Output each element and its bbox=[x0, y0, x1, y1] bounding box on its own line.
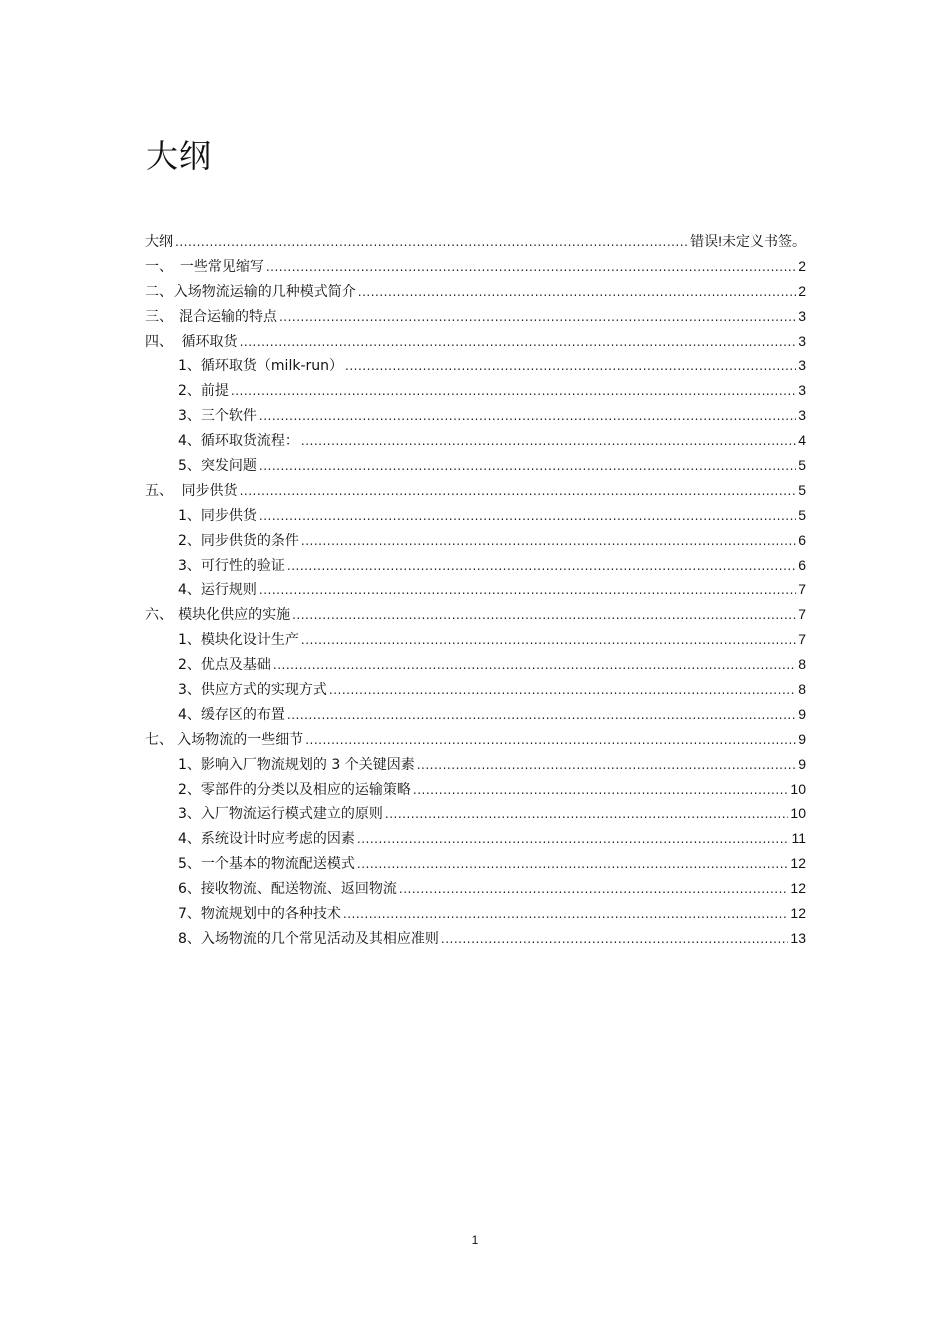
dot-leader bbox=[385, 802, 789, 827]
toc-entry-label: 突发问题 bbox=[200, 458, 257, 475]
dot-leader bbox=[357, 852, 789, 877]
document-title: 大纲 bbox=[146, 137, 213, 175]
dot-leader bbox=[240, 330, 797, 355]
dot-leader bbox=[259, 578, 796, 603]
toc-entry-number: 3、 bbox=[178, 408, 201, 425]
toc-entry[interactable] bbox=[145, 229, 806, 254]
toc-entry[interactable] bbox=[145, 403, 806, 428]
toc-entry[interactable] bbox=[145, 901, 806, 926]
toc-entry-label: 模块化设计生产 bbox=[200, 632, 299, 649]
toc-entry[interactable] bbox=[145, 926, 806, 951]
toc-entry-page: 5 bbox=[798, 457, 806, 474]
toc-entry-label: 同步供货 bbox=[181, 482, 238, 499]
toc-entry-number: 2、 bbox=[178, 781, 201, 798]
dot-leader bbox=[287, 703, 796, 728]
toc-entry-page: 10 bbox=[790, 780, 806, 797]
toc-entry[interactable] bbox=[145, 304, 806, 329]
toc-entry-page: 12 bbox=[790, 905, 806, 922]
toc-entry-page: 2 bbox=[798, 257, 806, 274]
dot-leader bbox=[231, 379, 796, 404]
toc-entry-number: 4、 bbox=[178, 706, 201, 723]
toc-entry-label: 缓存区的布置 bbox=[200, 706, 285, 723]
toc-entry-number: 一、 bbox=[145, 258, 173, 275]
toc-entry[interactable] bbox=[145, 279, 806, 304]
toc-entry[interactable] bbox=[145, 553, 806, 578]
toc-entry-label: 优点及基础 bbox=[200, 657, 271, 674]
toc-entry-number: 3、 bbox=[178, 557, 201, 574]
toc-entry-page: 6 bbox=[798, 531, 806, 548]
toc-entry-page: 4 bbox=[798, 432, 806, 449]
toc-entry[interactable] bbox=[145, 851, 806, 876]
toc-entry-page: 12 bbox=[790, 855, 806, 872]
toc-entry-label: 入场物流的几个常见活动及其相应准则 bbox=[200, 930, 439, 947]
dot-leader bbox=[358, 280, 796, 305]
toc-entry-label: 入厂物流运行模式建立的原则 bbox=[200, 806, 383, 823]
toc-entry[interactable] bbox=[145, 777, 806, 802]
toc-entry-page: 9 bbox=[798, 730, 806, 747]
toc-entry-page: 3 bbox=[798, 357, 806, 374]
toc-entry[interactable] bbox=[145, 677, 806, 702]
dot-leader bbox=[175, 230, 688, 255]
toc-entry-label: 混合运输的特点 bbox=[178, 308, 277, 325]
dot-leader bbox=[417, 753, 796, 778]
toc-entry-number: 8、 bbox=[178, 930, 201, 947]
toc-entry-number: 3、 bbox=[178, 682, 201, 699]
toc-entry[interactable] bbox=[145, 752, 806, 777]
toc-entry-page: 9 bbox=[798, 755, 806, 772]
toc-entry-label: 零部件的分类以及相应的运输策略 bbox=[200, 781, 411, 798]
toc-entry-label: 系统设计时应考虑的因素 bbox=[200, 831, 355, 848]
toc-entry-label: 一个基本的物流配送模式 bbox=[200, 856, 355, 873]
toc-entry-label: 接收物流、配送物流、返回物流 bbox=[200, 881, 397, 898]
toc-entry-page: 7 bbox=[798, 606, 806, 623]
toc-entry[interactable] bbox=[145, 801, 806, 826]
dot-leader bbox=[329, 678, 796, 703]
dot-leader bbox=[343, 902, 789, 927]
toc-entry-number: 4、 bbox=[178, 433, 201, 450]
toc-entry-number: 5、 bbox=[178, 856, 201, 873]
toc-entry[interactable] bbox=[145, 876, 806, 901]
dot-leader bbox=[441, 927, 789, 952]
toc-entry-label: 大纲 bbox=[145, 234, 173, 250]
toc-entry[interactable] bbox=[145, 378, 806, 403]
toc-entry[interactable] bbox=[145, 329, 806, 354]
toc-entry[interactable] bbox=[145, 254, 806, 279]
toc-entry[interactable] bbox=[145, 627, 806, 652]
toc-entry-page: 5 bbox=[798, 506, 806, 523]
toc-entry-label: 影响入厂物流规划的 3 个关键因素 bbox=[200, 756, 415, 773]
toc-entry-label: 运行规则 bbox=[200, 582, 257, 599]
dot-leader bbox=[413, 778, 789, 803]
toc-entry-number: 三、 bbox=[145, 308, 173, 325]
toc-entry[interactable] bbox=[145, 727, 806, 752]
toc-entry-page: 7 bbox=[798, 581, 806, 598]
toc-entry-label: 同步供货 bbox=[200, 507, 257, 524]
toc-entry-number: 六、 bbox=[145, 607, 173, 624]
toc-entry-label: 前提 bbox=[200, 383, 229, 400]
toc-entry-number: 6、 bbox=[178, 881, 201, 898]
toc-entry[interactable] bbox=[145, 826, 806, 851]
toc-entry-label: 模块化供应的实施 bbox=[178, 607, 291, 624]
toc-entry[interactable] bbox=[145, 702, 806, 727]
toc-entry-number: 二、 bbox=[145, 283, 173, 300]
toc-entry-label: 循环取货（milk-run） bbox=[200, 358, 343, 375]
toc-entry-page: 13 bbox=[790, 929, 806, 946]
toc-entry-number: 4、 bbox=[178, 582, 201, 599]
dot-leader bbox=[292, 603, 796, 628]
dot-leader bbox=[287, 554, 796, 579]
toc-entry-label: 循环取货 bbox=[181, 333, 238, 350]
dot-leader bbox=[259, 404, 796, 429]
toc-entry-label: 物流规划中的各种技术 bbox=[200, 906, 341, 923]
dot-leader bbox=[240, 479, 797, 504]
toc-entry[interactable] bbox=[145, 453, 806, 478]
toc-entry-page: 错误!未定义书签。 bbox=[690, 233, 806, 249]
toc-entry-number: 四、 bbox=[145, 333, 173, 350]
toc-entry-number: 5、 bbox=[178, 458, 201, 475]
toc-entry-page: 8 bbox=[798, 681, 806, 698]
toc-entry[interactable] bbox=[145, 577, 806, 602]
toc-entry[interactable] bbox=[145, 602, 806, 627]
toc-entry-page: 10 bbox=[790, 805, 806, 822]
toc-entry-number: 7、 bbox=[178, 906, 201, 923]
toc-entry-label: 一些常见缩写 bbox=[179, 258, 264, 275]
toc-entry-label: 可行性的验证 bbox=[200, 557, 285, 574]
toc-entry[interactable] bbox=[145, 528, 806, 553]
dot-leader bbox=[259, 454, 796, 479]
toc-entry-number: 七、 bbox=[145, 731, 173, 748]
toc-entry-number: 1、 bbox=[178, 507, 201, 524]
dot-leader bbox=[345, 354, 796, 379]
toc-entry-number: 1、 bbox=[178, 756, 201, 773]
toc-entry[interactable] bbox=[145, 428, 806, 453]
toc-entry-page: 5 bbox=[798, 481, 806, 498]
toc-entry[interactable] bbox=[145, 503, 806, 528]
toc-entry-number: 2、 bbox=[178, 532, 201, 549]
table-of-contents bbox=[145, 229, 806, 951]
toc-entry[interactable] bbox=[145, 478, 806, 503]
dot-leader bbox=[273, 653, 796, 678]
dot-leader bbox=[301, 429, 796, 454]
dot-leader bbox=[301, 628, 796, 653]
dot-leader bbox=[305, 728, 796, 753]
toc-entry-page: 2 bbox=[798, 282, 806, 299]
dot-leader bbox=[399, 877, 789, 902]
toc-entry[interactable] bbox=[145, 353, 806, 378]
toc-entry-page: 3 bbox=[798, 332, 806, 349]
toc-entry-page: 3 bbox=[798, 407, 806, 424]
toc-entry-number: 1、 bbox=[178, 632, 201, 649]
toc-entry-number: 3、 bbox=[178, 806, 201, 823]
dot-leader bbox=[357, 827, 790, 852]
toc-entry-page: 11 bbox=[791, 830, 806, 847]
toc-entry-number: 2、 bbox=[178, 383, 201, 400]
toc-entry-page: 7 bbox=[798, 631, 806, 648]
toc-entry-label: 三个软件 bbox=[200, 408, 257, 425]
dot-leader bbox=[266, 255, 796, 280]
dot-leader bbox=[279, 305, 796, 330]
toc-entry-page: 9 bbox=[798, 705, 806, 722]
toc-entry-label: 循环取货流程： bbox=[200, 433, 299, 450]
dot-leader bbox=[259, 504, 796, 529]
toc-entry[interactable] bbox=[145, 652, 806, 677]
dot-leader bbox=[301, 529, 796, 554]
toc-entry-page: 3 bbox=[798, 307, 806, 324]
toc-entry-page: 3 bbox=[798, 382, 806, 399]
toc-entry-label: 供应方式的实现方式 bbox=[200, 682, 327, 699]
toc-entry-label: 入场物流的一些细节 bbox=[177, 731, 304, 748]
toc-entry-page: 12 bbox=[790, 880, 806, 897]
toc-entry-label: 入场物流运输的几种模式简介 bbox=[173, 283, 356, 300]
toc-entry-page: 6 bbox=[798, 556, 806, 573]
page-number: 1 bbox=[471, 1233, 479, 1247]
toc-entry-number: 4、 bbox=[178, 831, 201, 848]
toc-entry-number: 五、 bbox=[145, 482, 173, 499]
toc-entry-page: 8 bbox=[798, 656, 806, 673]
toc-entry-label: 同步供货的条件 bbox=[200, 532, 299, 549]
toc-entry-number: 2、 bbox=[178, 657, 201, 674]
toc-entry-number: 1、 bbox=[178, 358, 201, 375]
